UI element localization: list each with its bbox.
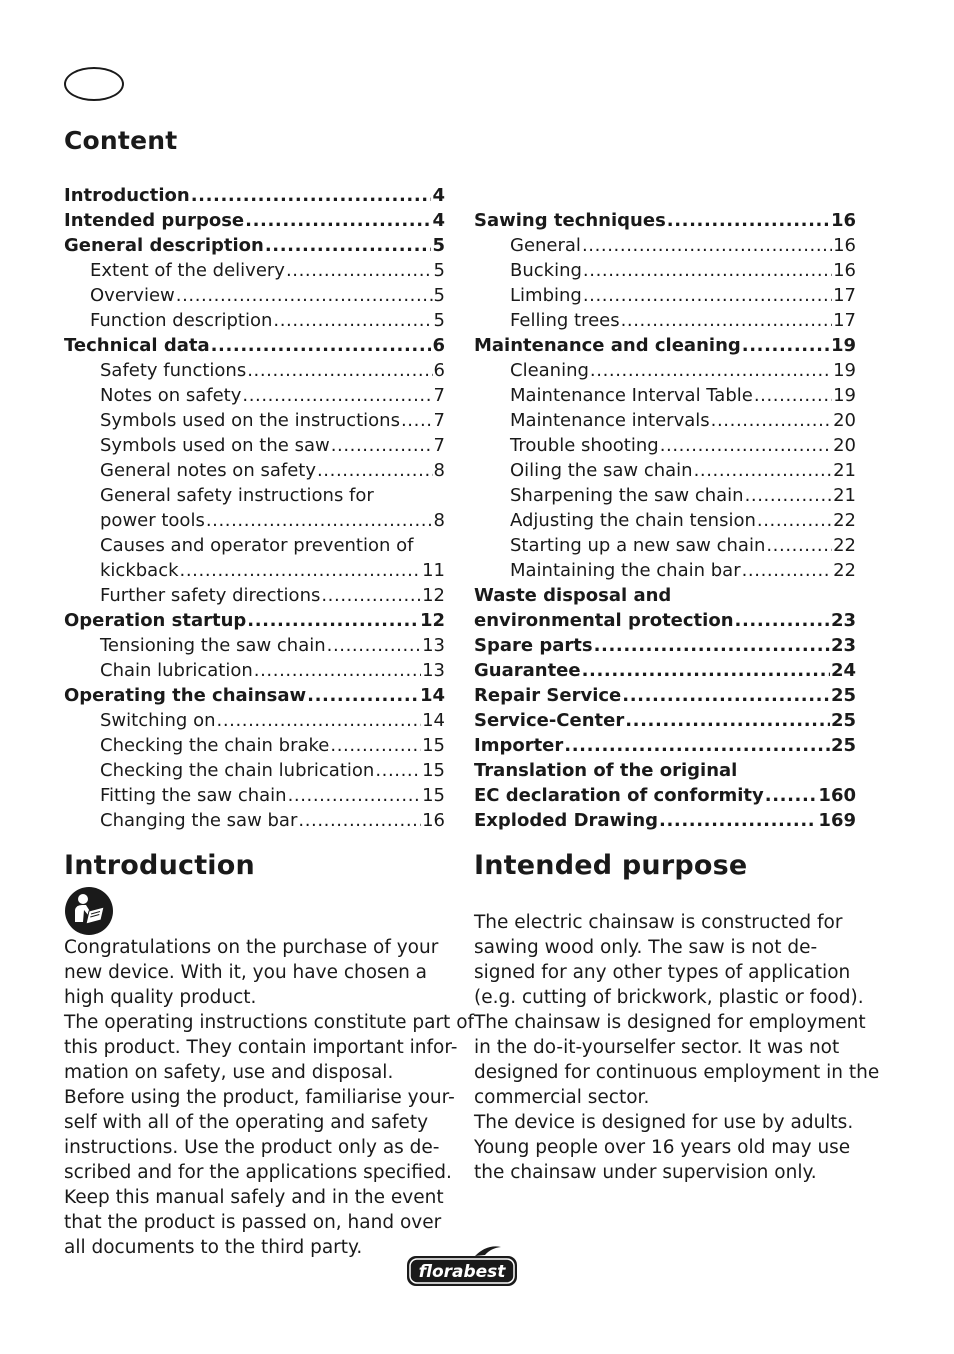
toc-entry-page: 24 bbox=[830, 660, 856, 681]
toc-entry bbox=[64, 608, 445, 633]
toc-entry-label: Intended purpose bbox=[64, 210, 245, 231]
toc-entry-page: 12 bbox=[422, 585, 445, 606]
toc-entry-page: 21 bbox=[833, 460, 856, 481]
toc-entry-label: Cleaning bbox=[510, 360, 589, 381]
toc-entry-label: Translation of the original bbox=[474, 760, 738, 781]
language-badge-oval bbox=[64, 67, 124, 101]
toc-entry-label: Limbing bbox=[510, 285, 582, 306]
toc-entry bbox=[64, 308, 445, 333]
introduction-heading: Introduction bbox=[64, 850, 255, 881]
toc-entry-page: 5 bbox=[433, 260, 445, 281]
text-line: designed for continuous employment in the bbox=[474, 1062, 880, 1083]
toc-entry-label: Repair Service bbox=[474, 685, 622, 706]
toc-entry bbox=[474, 258, 856, 283]
toc-dot-leader bbox=[659, 808, 817, 833]
toc-entry bbox=[64, 558, 445, 583]
toc-entry-page: 20 bbox=[833, 410, 856, 431]
toc-entry-label: Switching on bbox=[100, 710, 216, 731]
toc-entry bbox=[474, 483, 856, 508]
text-line: this product. They contain important infor- bbox=[64, 1037, 458, 1058]
toc-entry bbox=[474, 633, 856, 658]
toc-dot-leader bbox=[742, 333, 830, 358]
toc-entry bbox=[64, 808, 445, 833]
toc-entry-page: 8 bbox=[433, 510, 445, 531]
toc-dot-leader bbox=[242, 383, 432, 408]
toc-entry-page: 21 bbox=[833, 485, 856, 506]
text-line: in the do-it-yourselfer sector. It was not bbox=[474, 1037, 840, 1058]
toc-entry-label: Exploded Drawing bbox=[474, 810, 659, 831]
toc-entry bbox=[64, 583, 445, 608]
toc-entry-label: General safety instructions for bbox=[100, 485, 374, 506]
toc-entry-label: Sharpening the saw chain bbox=[510, 485, 744, 506]
intended-purpose-text bbox=[474, 910, 880, 1185]
toc-dot-leader bbox=[594, 633, 830, 658]
toc-dot-leader bbox=[176, 283, 433, 308]
toc-entry-page: 5 bbox=[433, 310, 445, 331]
toc-dot-leader bbox=[564, 733, 830, 758]
text-line: The device is designed for use by adults. bbox=[474, 1112, 854, 1133]
toc-entry bbox=[64, 658, 445, 683]
toc-entry-page: 20 bbox=[833, 435, 856, 456]
toc-entry-page: 16 bbox=[422, 810, 445, 831]
toc-entry bbox=[474, 408, 856, 433]
toc-dot-leader bbox=[694, 458, 833, 483]
toc-entry-label: Trouble shooting bbox=[510, 435, 659, 456]
toc-entry bbox=[474, 233, 856, 258]
introduction-text bbox=[64, 935, 475, 1260]
toc-entry-page: 19 bbox=[833, 360, 856, 381]
toc-entry-label: Chain lubrication bbox=[100, 660, 253, 681]
toc-entry-label: Sawing techniques bbox=[474, 210, 666, 231]
toc-dot-leader bbox=[375, 758, 421, 783]
toc-entry bbox=[474, 658, 856, 683]
toc-entry bbox=[474, 208, 856, 233]
toc-entry-page: 13 bbox=[422, 635, 445, 656]
text-line: Before using the product, familiarise your- bbox=[64, 1087, 455, 1108]
toc-dot-leader bbox=[331, 433, 433, 458]
toc-entry-label: Service-Center bbox=[474, 710, 625, 731]
toc-dot-leader bbox=[330, 733, 421, 758]
toc-entry bbox=[474, 383, 856, 408]
toc-entry-label: Operation startup bbox=[64, 610, 247, 631]
toc-entry-page: 160 bbox=[818, 785, 856, 806]
toc-entry-page: 11 bbox=[422, 560, 445, 581]
toc-dot-leader bbox=[327, 633, 421, 658]
toc-entry bbox=[64, 283, 445, 308]
toc-entry-page: 25 bbox=[830, 735, 856, 756]
toc-entry-page: 25 bbox=[830, 685, 856, 706]
toc-entry-label: Notes on safety bbox=[100, 385, 242, 406]
toc-dot-leader bbox=[401, 408, 433, 433]
toc-entry-page: 7 bbox=[433, 385, 445, 406]
toc-entry bbox=[64, 633, 445, 658]
toc-entry-label: kickback bbox=[100, 560, 179, 581]
text-line: sawing wood only. The saw is not de- bbox=[474, 937, 818, 958]
toc-entry bbox=[64, 258, 445, 283]
text-line: commercial sector. bbox=[474, 1087, 650, 1108]
toc-entry-page: 15 bbox=[422, 760, 445, 781]
toc-entry-page: 16 bbox=[833, 235, 856, 256]
toc-entry bbox=[474, 558, 856, 583]
read-manual-icon bbox=[64, 886, 114, 936]
toc-entry-page: 16 bbox=[830, 210, 856, 231]
toc-dot-leader bbox=[307, 683, 419, 708]
toc-entry-label: Spare parts bbox=[474, 635, 593, 656]
toc-dot-leader bbox=[754, 383, 832, 408]
text-line: instructions. Use the product only as de- bbox=[64, 1137, 440, 1158]
florabest-logo bbox=[405, 1244, 519, 1290]
toc-entry-page: 19 bbox=[833, 385, 856, 406]
text-line: Young people over 16 years old may use bbox=[474, 1137, 851, 1158]
toc-entry-page: 13 bbox=[422, 660, 445, 681]
toc-entry-label: Starting up a new saw chain bbox=[510, 535, 766, 556]
toc-entry-page: 8 bbox=[433, 460, 445, 481]
toc-entry-label: Importer bbox=[474, 735, 564, 756]
toc-entry-label: Introduction bbox=[64, 185, 190, 206]
toc-entry-label: Waste disposal and bbox=[474, 585, 672, 606]
toc-entry-label: Maintenance and cleaning bbox=[474, 335, 741, 356]
toc-entry-page: 6 bbox=[432, 335, 445, 356]
toc-entry-label: Extent of the delivery bbox=[90, 260, 285, 281]
toc-dot-leader bbox=[180, 558, 422, 583]
toc-entry-label: Operating the chainsaw bbox=[64, 685, 307, 706]
toc-entry-label: Maintenance intervals bbox=[510, 410, 710, 431]
toc-entry bbox=[64, 458, 445, 483]
toc-entry bbox=[64, 208, 445, 233]
toc-entry-page: 23 bbox=[830, 610, 856, 631]
toc-entry bbox=[474, 583, 856, 608]
toc-entry-label: power tools bbox=[100, 510, 205, 531]
toc-entry bbox=[474, 783, 856, 808]
toc-entry bbox=[474, 433, 856, 458]
text-line: that the product is passed on, hand over bbox=[64, 1212, 442, 1233]
toc-entry-label: EC declaration of conformity bbox=[474, 785, 764, 806]
toc-entry-label: General bbox=[510, 235, 581, 256]
toc-entry-page: 14 bbox=[419, 685, 445, 706]
toc-entry-page: 15 bbox=[422, 735, 445, 756]
toc-entry-page: 22 bbox=[833, 560, 856, 581]
toc-entry-page: 7 bbox=[433, 410, 445, 431]
intended-purpose-heading: Intended purpose bbox=[474, 850, 748, 881]
toc-entry bbox=[64, 783, 445, 808]
toc-entry bbox=[474, 533, 856, 558]
toc-dot-leader bbox=[206, 508, 433, 533]
toc-dot-leader bbox=[286, 258, 433, 283]
toc-entry bbox=[474, 358, 856, 383]
toc-entry-label: Maintaining the chain bar bbox=[510, 560, 741, 581]
toc-entry bbox=[474, 333, 856, 358]
toc-entry-page: 22 bbox=[833, 510, 856, 531]
toc-entry-label: Technical data bbox=[64, 335, 210, 356]
text-line: The electric chainsaw is constructed for bbox=[474, 912, 843, 933]
toc-entry-label: Tensioning the saw chain bbox=[100, 635, 326, 656]
toc-right-column bbox=[474, 208, 856, 833]
toc-dot-leader bbox=[317, 458, 433, 483]
toc-entry bbox=[64, 433, 445, 458]
toc-entry-label: Felling trees bbox=[510, 310, 620, 331]
toc-entry bbox=[64, 758, 445, 783]
toc-dot-leader bbox=[765, 783, 818, 808]
toc-dot-leader bbox=[288, 783, 422, 808]
toc-dot-leader bbox=[321, 583, 421, 608]
toc-dot-leader bbox=[711, 408, 832, 433]
toc-entry-page: 19 bbox=[830, 335, 856, 356]
toc-entry bbox=[64, 233, 445, 258]
toc-dot-leader bbox=[254, 658, 421, 683]
toc-entry-page: 15 bbox=[422, 785, 445, 806]
toc-entry-label: environmental protection bbox=[474, 610, 734, 631]
toc-entry-label: Checking the chain lubrication bbox=[100, 760, 375, 781]
toc-dot-leader bbox=[273, 308, 432, 333]
toc-entry-label: Further safety directions bbox=[100, 585, 321, 606]
toc-entry bbox=[64, 408, 445, 433]
toc-entry bbox=[64, 333, 445, 358]
toc-entry-label: Changing the saw bar bbox=[100, 810, 298, 831]
toc-entry bbox=[474, 708, 856, 733]
toc-dot-leader bbox=[745, 483, 833, 508]
text-line: high quality product. bbox=[64, 987, 257, 1008]
toc-dot-leader bbox=[583, 283, 832, 308]
toc-entry-page: 17 bbox=[833, 310, 856, 331]
toc-entry-page: 169 bbox=[818, 810, 856, 831]
toc-entry-label: Checking the chain brake bbox=[100, 735, 330, 756]
toc-dot-leader bbox=[735, 608, 830, 633]
toc-entry-label: Causes and operator prevention of bbox=[100, 535, 414, 556]
toc-entry-label: Adjusting the chain tension bbox=[510, 510, 756, 531]
toc-entry bbox=[474, 683, 856, 708]
content-heading: Content bbox=[64, 126, 178, 155]
toc-entry bbox=[474, 508, 856, 533]
toc-entry-page: 5 bbox=[432, 235, 445, 256]
text-line: scribed and for the applications specified. bbox=[64, 1162, 452, 1183]
toc-entry bbox=[64, 683, 445, 708]
toc-entry bbox=[474, 608, 856, 633]
toc-entry-page: 25 bbox=[830, 710, 856, 731]
toc-dot-leader bbox=[622, 683, 830, 708]
toc-entry-page: 5 bbox=[433, 285, 445, 306]
toc-entry-label: General description bbox=[64, 235, 264, 256]
toc-entry bbox=[64, 358, 445, 383]
toc-dot-leader bbox=[211, 333, 432, 358]
toc-dot-leader bbox=[757, 508, 832, 533]
toc-entry-label: Maintenance Interval Table bbox=[510, 385, 753, 406]
toc-dot-leader bbox=[191, 183, 432, 208]
toc-entry-page: 6 bbox=[433, 360, 445, 381]
text-line: The operating instructions constitute part of bbox=[64, 1012, 475, 1033]
toc-entry-label: Fitting the saw chain bbox=[100, 785, 287, 806]
text-line: (e.g. cutting of brickwork, plastic or food). bbox=[474, 987, 864, 1008]
toc-entry-label: General notes on safety bbox=[100, 460, 316, 481]
toc-entry bbox=[64, 183, 445, 208]
toc-dot-leader bbox=[217, 708, 422, 733]
toc-entry-page: 17 bbox=[833, 285, 856, 306]
text-line: mation on safety, use and disposal. bbox=[64, 1062, 394, 1083]
toc-entry-page: 7 bbox=[433, 435, 445, 456]
text-line: the chainsaw under supervision only. bbox=[474, 1162, 817, 1183]
toc-entry bbox=[64, 483, 445, 508]
toc-entry bbox=[64, 508, 445, 533]
toc-entry bbox=[474, 458, 856, 483]
toc-dot-leader bbox=[265, 233, 432, 258]
toc-entry-label: Safety functions bbox=[100, 360, 247, 381]
text-line: Keep this manual safely and in the event bbox=[64, 1187, 444, 1208]
toc-entry-label: Function description bbox=[90, 310, 273, 331]
toc-entry bbox=[474, 758, 856, 783]
toc-entry bbox=[474, 808, 856, 833]
toc-entry-label: Overview bbox=[90, 285, 175, 306]
toc-entry-page: 23 bbox=[830, 635, 856, 656]
text-line: Congratulations on the purchase of your bbox=[64, 937, 439, 958]
toc-dot-leader bbox=[625, 708, 830, 733]
toc-entry-page: 12 bbox=[419, 610, 445, 631]
toc-dot-leader bbox=[590, 358, 832, 383]
text-line: self with all of the operating and safety bbox=[64, 1112, 429, 1133]
toc-entry bbox=[64, 383, 445, 408]
text-line: signed for any other types of application bbox=[474, 962, 851, 983]
text-line: new device. With it, you have chosen a bbox=[64, 962, 428, 983]
toc-entry-page: 4 bbox=[432, 210, 445, 231]
toc-entry bbox=[64, 733, 445, 758]
toc-dot-leader bbox=[582, 658, 830, 683]
toc-entry-label: Oiling the saw chain bbox=[510, 460, 693, 481]
toc-entry-page: 16 bbox=[833, 260, 856, 281]
toc-entry-page: 22 bbox=[833, 535, 856, 556]
toc-left-column bbox=[64, 183, 445, 833]
toc-dot-leader bbox=[667, 208, 830, 233]
toc-entry-page: 14 bbox=[422, 710, 445, 731]
toc-dot-leader bbox=[247, 358, 432, 383]
toc-entry-label: Bucking bbox=[510, 260, 582, 281]
toc-dot-leader bbox=[766, 533, 832, 558]
toc-entry bbox=[474, 283, 856, 308]
toc-entry-page: 4 bbox=[432, 185, 445, 206]
toc-dot-leader bbox=[247, 608, 419, 633]
toc-dot-leader bbox=[245, 208, 431, 233]
toc-dot-leader bbox=[621, 308, 833, 333]
svg-text:florabest: florabest bbox=[418, 1262, 506, 1282]
toc-entry-label: Symbols used on the instructions bbox=[100, 410, 400, 431]
toc-dot-leader bbox=[660, 433, 832, 458]
toc-entry bbox=[474, 308, 856, 333]
toc-dot-leader bbox=[583, 258, 832, 283]
toc-entry bbox=[64, 533, 445, 558]
toc-dot-leader bbox=[298, 808, 421, 833]
toc-entry-label: Guarantee bbox=[474, 660, 581, 681]
toc-entry-label: Symbols used on the saw bbox=[100, 435, 330, 456]
toc-dot-leader bbox=[742, 558, 832, 583]
text-line: all documents to the third party. bbox=[64, 1237, 363, 1258]
toc-dot-leader bbox=[582, 233, 832, 258]
text-line: The chainsaw is designed for employment bbox=[474, 1012, 866, 1033]
toc-entry bbox=[474, 733, 856, 758]
toc-entry bbox=[64, 708, 445, 733]
